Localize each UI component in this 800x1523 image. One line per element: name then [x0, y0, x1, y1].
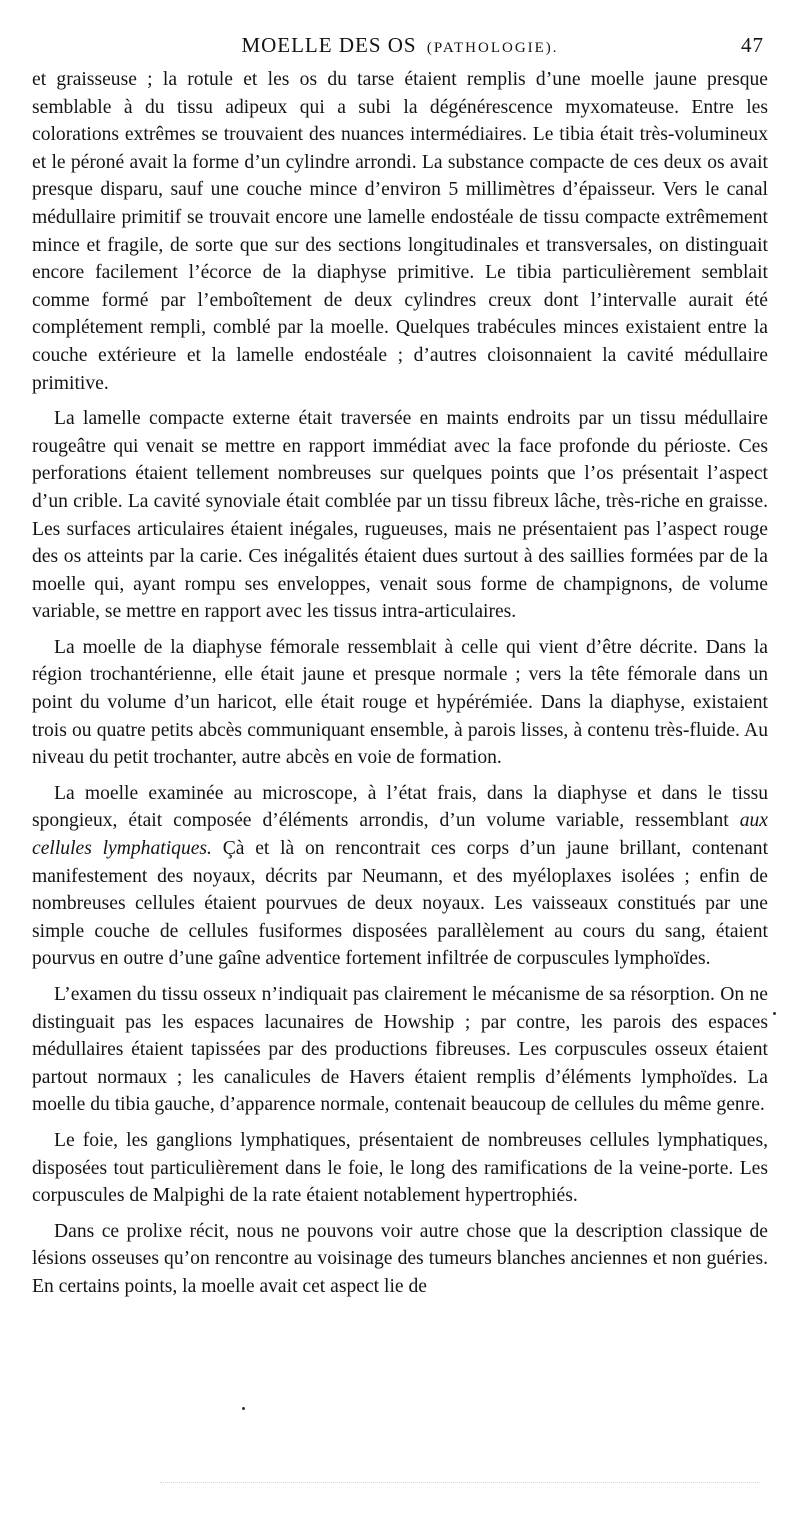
page-number: 47 [741, 33, 764, 57]
print-speck [773, 1012, 776, 1015]
paragraph-microscope-exam [32, 780, 768, 973]
book-page [32, 28, 768, 1301]
paragraph-liver-ganglia: Le foie, les ganglions lymphatiques, présentaient de nombreuses cellules lymphatiques, disposées tout particulièrement dans le foie, le long des ramifications de la veine-porte. Les corpuscules de Malpighi de la rate étaient notablement hypertrophiés. [32, 1129, 768, 1207]
running-head-title [241, 28, 558, 65]
microscope-text-after: Çà et là on rencontrait ces corps d’un jaune brillant, contenant manifestement des noyaux, décrits par Neumann, et des myéloplaxes isolées ; enfin de nombreuses cellules étaient pourvues de deux noyaux. Les vaisseaux constitués par une simple couche de cellules fusiformes disposées parallèlement au cours du sang, étaient pourvus en outre d’une gaîne adventice fortement infiltrée de corpuscules lymphoïdes. [32, 838, 769, 970]
paragraph-compact-lamella: La lamelle compacte externe était traversée en maints endroits par un tissu médullaire rougeâtre qui venait se mettre en rapport immédiat avec la face profonde du périoste. Ces perforations étaient tellement nombreuses sur quelques points que l’os présentait l’aspect d’un crible. La cavité synoviale était comblée par un tissu fibreux lâche, très-riche en graisse. Les surfaces articulaires étaient inégales, rugueuses, mais ne présentaient pas l’aspect rouge des os atteints par la carie. Ces inégalités étaient dues surtout à des saillies formées par de la moelle qui, ayant rompu ses enveloppes, venait sous forme de champignons, de volume variable, se mettre en rapport avec les tissus intra-articulaires. [32, 408, 768, 623]
print-speck [242, 1407, 245, 1410]
bottom-print-residue [160, 1482, 760, 1489]
microscope-text-before: La moelle examinée au microscope, à l’état frais, dans la diaphyse et dans le tissu spongieux, était composée d’éléments arrondis, d’un volume variable, ressemblant [32, 782, 768, 832]
paragraph-bone-tissue-exam: L’examen du tissu osseux n’indiquait pas clairement le mécanisme de sa résorption. On ne distinguait pas les espaces lacunaires de Howship ; par contre, les parois des espaces médullaires étaient tapissées par des productions fibreuses. Les corpuscules osseux étaient partout normaux ; les canalicules de Havers étaient remplis d’éléments lymphoïdes. La moelle du tibia gauche, d’apparence normale, contenait beaucoup de cellules du même genre. [32, 984, 768, 1116]
running-head-subtitle: (PATHOLOGIE). [426, 40, 559, 56]
paragraph-conclusion: Dans ce prolixe récit, nous ne pouvons voir autre chose que la description classique de lésions osseuses qu’on rencontre au voisinage des tumeurs blanches anciennes et non guéries. En certains points, la moelle avait cet aspect lie de [32, 1220, 768, 1297]
body-text [32, 66, 768, 1301]
paragraph-femoral-marrow: La moelle de la diaphyse fémorale ressemblait à celle qui vient d’être décrite. Dans la région trochantérienne, elle était jaune et presque normale ; vers la tête fémorale dans un point du volume d’un haricot, elle était rouge et hypérémiée. Dans la diaphyse, existaient trois ou quatre petits abcès communiquant ensemble, à parois lisses, à contenu très-fluide. Au niveau du petit trochanter, autre abcès en voie de formation. [32, 636, 768, 769]
paragraph-bone-description: et graisseuse ; la rotule et les os du tarse étaient remplis d’une moelle jaune presque semblable à du tissu adipeux qui a subi la dégénérescence myxomateuse. Entre les colorations extrêmes se trouvaient des nuances intermédiaires. Le tibia était très-volumineux et le péroné avait la forme d’un cylindre arrondi. La substance compacte de ces deux os avait presque disparu, sauf une couche mince d’environ 5 millimètres d’épaisseur. Vers le canal médullaire primitif se trouvait encore une lamelle endostéale de tissu compacte extrêmement mince et fragile, de sorte que sur des sections longitudinales et transversales, on distinguait encore facilement l’écorce de la diaphyse primitive. Le tibia particulièrement semblait comme formé par l’emboîtement de deux cylindres creux dont l’intervalle aurait été complétement rempli, comblé par la moelle. Quelques trabécules minces existaient entre la couche extérieure et la lamelle endostéale ; d’autres cloisonnaient la cavité médullaire primitive. [32, 69, 768, 394]
running-head [32, 28, 768, 62]
microscope-emphasis: aux cellules lymphatiques. [32, 810, 768, 860]
running-head-main-title: MOELLE DES OS [241, 33, 417, 57]
